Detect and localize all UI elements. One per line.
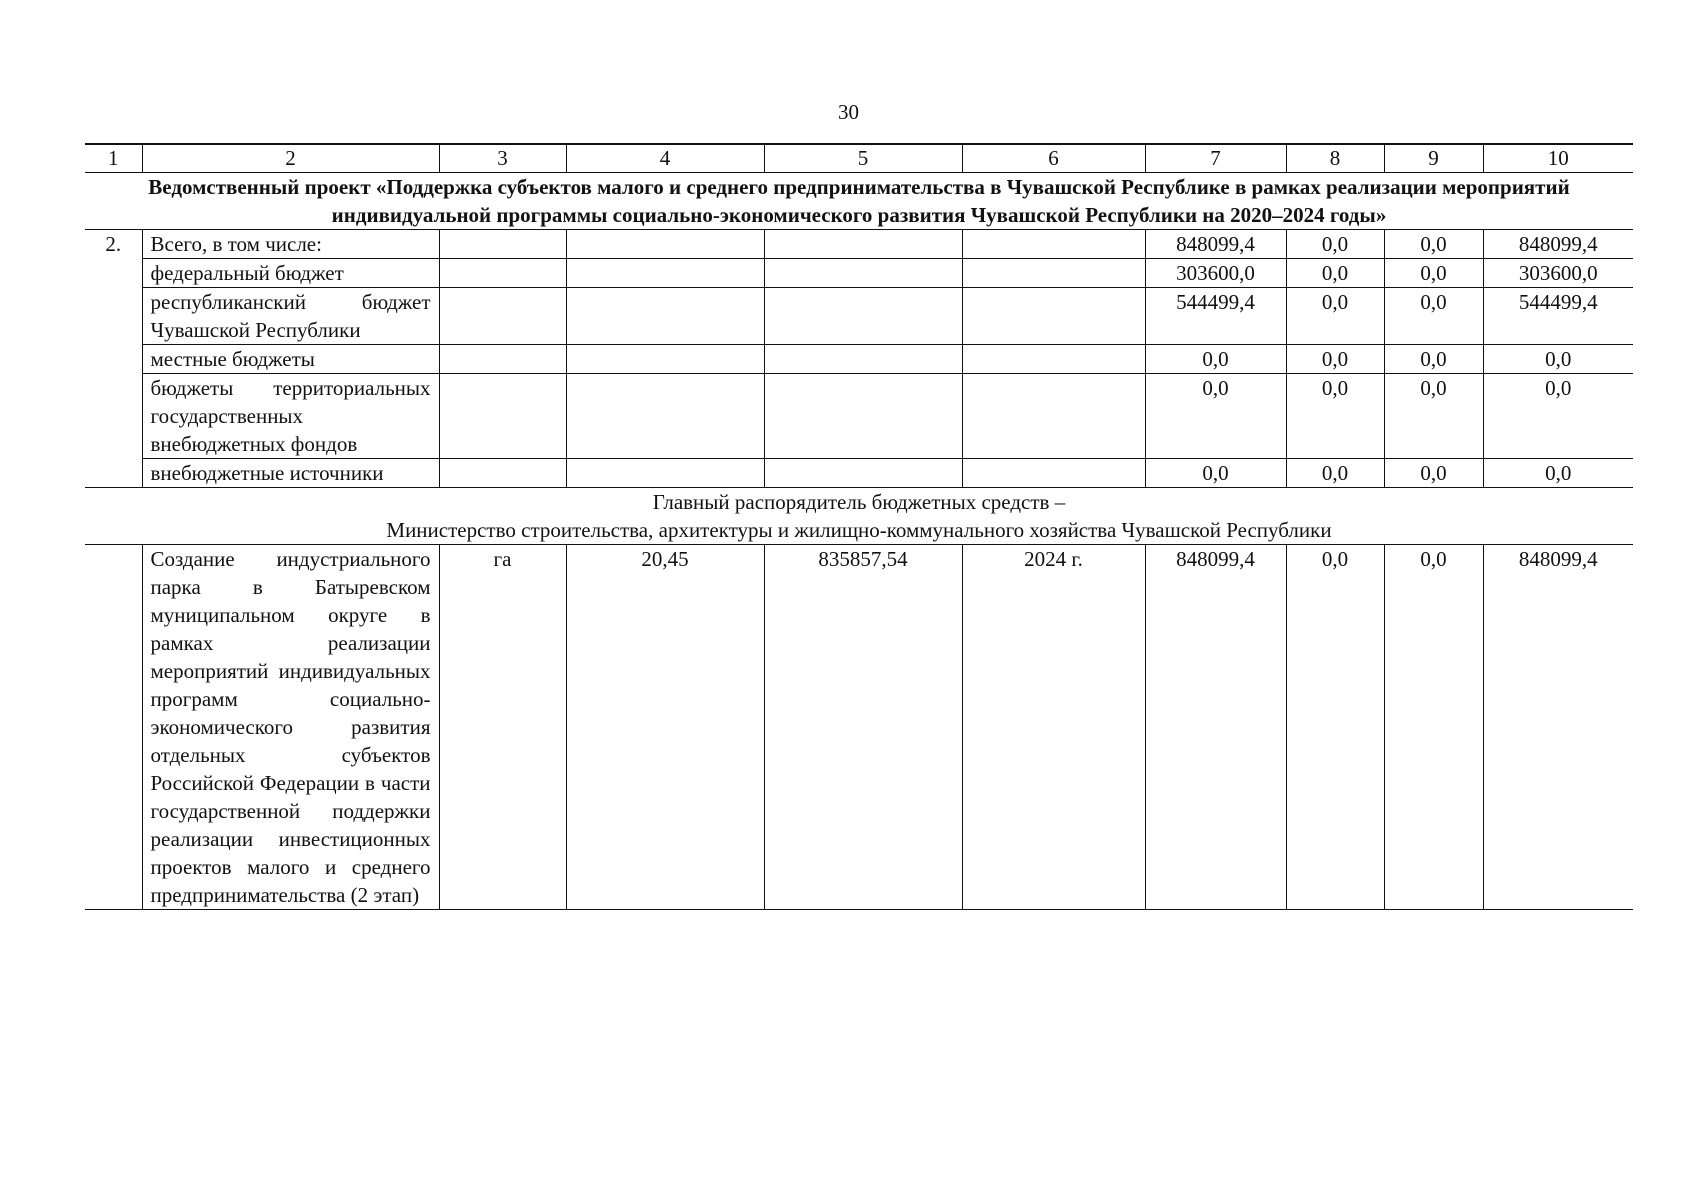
cell-col8: 0,0 (1286, 374, 1384, 459)
section-title-row (85, 173, 1633, 230)
cell-col8: 0,0 (1286, 345, 1384, 374)
cell-col7: 544499,4 (1145, 288, 1286, 345)
cell-col7: 303600,0 (1145, 259, 1286, 288)
cell-col9: 0,0 (1384, 230, 1483, 259)
column-number: 8 (1286, 144, 1384, 173)
cell-col10: 848099,4 (1483, 230, 1633, 259)
cell-col7: 0,0 (1145, 345, 1286, 374)
cell-col8: 0,0 (1286, 545, 1384, 910)
funding-source: местные бюджеты (142, 345, 439, 374)
column-number-row (85, 144, 1633, 173)
distributor-heading (85, 488, 1633, 545)
column-number: 4 (566, 144, 764, 173)
column-number: 10 (1483, 144, 1633, 173)
cell-col7: 0,0 (1145, 374, 1286, 459)
cell-col8: 0,0 (1286, 459, 1384, 488)
column-number: 9 (1384, 144, 1483, 173)
activity-name: Создание индустриального парка в Батыревском муниципальном округе в рамках реализации мероприятий индивидуальных программ социально-экономического развития отдельных субъектов Российской Федерации в части государственной поддержки реализации инвестиционных проектов малого и среднего предпринимательства (2 этап) (142, 545, 439, 910)
cell-col7: 0,0 (1145, 459, 1286, 488)
distributor-row (85, 488, 1633, 545)
activity-year: 2024 г. (962, 545, 1145, 910)
column-number: 2 (142, 144, 439, 173)
funding-source: Всего, в том числе: (142, 230, 439, 259)
cell-col10: 303600,0 (1483, 259, 1633, 288)
funding-row (85, 230, 1633, 259)
cell-col10: 848099,4 (1483, 545, 1633, 910)
cell-col8: 0,0 (1286, 259, 1384, 288)
cell-col7: 848099,4 (1145, 230, 1286, 259)
column-number: 7 (1145, 144, 1286, 173)
funding-source: внебюджетные источники (142, 459, 439, 488)
activity-cost: 835857,54 (764, 545, 962, 910)
cell-col9: 0,0 (1384, 459, 1483, 488)
funding-source: республиканский бюджет Чувашской Республики (142, 288, 439, 345)
funding-source: бюджеты территориальных государственных внебюджетных фондов (142, 374, 439, 459)
page-number: 30 (838, 100, 859, 124)
column-number: 3 (439, 144, 566, 173)
row-number: 2. (85, 230, 142, 488)
activity-quantity: 20,45 (566, 545, 764, 910)
cell-col9: 0,0 (1384, 374, 1483, 459)
column-number: 1 (85, 144, 142, 173)
cell-col10: 0,0 (1483, 374, 1633, 459)
cell-col9: 0,0 (1384, 545, 1483, 910)
cell-col10: 544499,4 (1483, 288, 1633, 345)
section-title: Ведомственный проект «Поддержка субъектов малого и среднего предпринимательства в Чувашской Республике в рамках реализации мероприятий индивидуальной программы социально-экономического развития Чувашской Республики на 2020–2024 годы» (85, 173, 1633, 230)
funding-row (85, 259, 1633, 288)
cell-col8: 0,0 (1286, 288, 1384, 345)
funding-row (85, 288, 1633, 345)
cell-col9: 0,0 (1384, 345, 1483, 374)
column-number: 6 (962, 144, 1145, 173)
activity-unit: га (439, 545, 566, 910)
financing-table (85, 143, 1633, 910)
funding-row (85, 374, 1633, 459)
activity-row (85, 545, 1633, 910)
funding-source: федеральный бюджет (142, 259, 439, 288)
cell-col10: 0,0 (1483, 345, 1633, 374)
distributor-line-1: Главный распорядитель бюджетных средств – (652, 490, 1066, 514)
cell-col8: 0,0 (1286, 230, 1384, 259)
cell-col7: 848099,4 (1145, 545, 1286, 910)
cell-col9: 0,0 (1384, 288, 1483, 345)
column-number: 5 (764, 144, 962, 173)
distributor-line-2: Министерство строительства, архитектуры и жилищно-коммунального хозяйства Чувашской Республики (386, 518, 1332, 542)
funding-row (85, 459, 1633, 488)
cell-col9: 0,0 (1384, 259, 1483, 288)
cell-col10: 0,0 (1483, 459, 1633, 488)
funding-row (85, 345, 1633, 374)
